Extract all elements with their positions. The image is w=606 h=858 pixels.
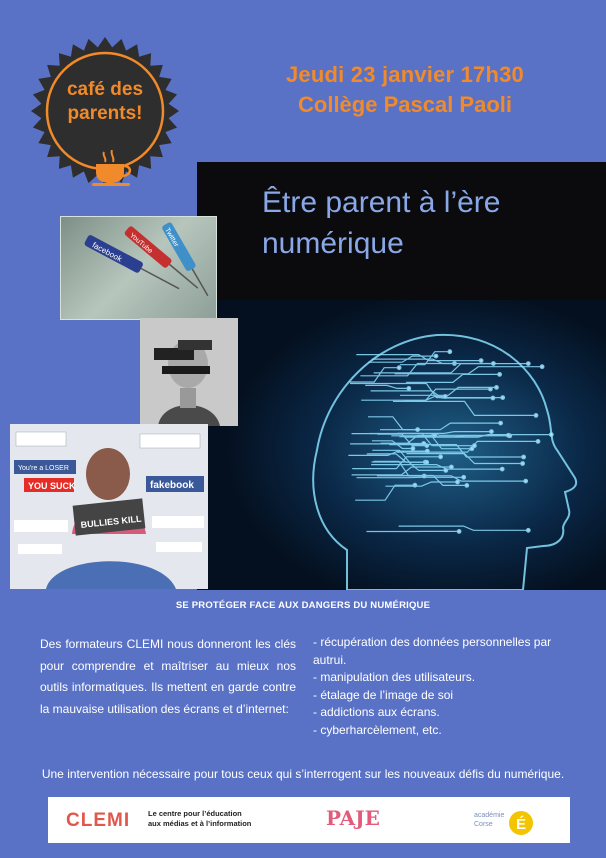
dangers-list bbox=[313, 634, 573, 740]
partner-logos bbox=[48, 797, 570, 843]
bullies-kill-text: BULLIES KILL bbox=[80, 513, 142, 530]
clemi-tagline-2: aux médias et à l’information bbox=[148, 819, 252, 828]
event-date: Jeudi 23 janvier 17h30 bbox=[286, 62, 524, 87]
section-description: Des formateurs CLEMI nous donneront les clés pour comprendre et maîtriser au mieux nos outils informatiques. Ils mettent en garde contre la mauvaise utilisation des écrans et d’internet: bbox=[40, 637, 296, 716]
event-place: Collège Pascal Paoli bbox=[298, 92, 512, 117]
clemi-tagline bbox=[148, 809, 318, 829]
footer-note: Une intervention nécessaire pour tous ceux qui s’interrogent sur les nouveaux défis du numérique. bbox=[41, 767, 565, 781]
section-heading: SE PROTÉGER FACE AUX DANGERS DU NUMÉRIQUE bbox=[175, 600, 431, 611]
page-title bbox=[262, 182, 602, 264]
clemi-letters: CLEMI bbox=[66, 810, 131, 831]
list-item: - addictions aux écrans. bbox=[313, 705, 440, 720]
cyberbullying-image bbox=[10, 424, 208, 589]
loser-text: You're a LOSER bbox=[18, 465, 69, 472]
syringes-icon bbox=[61, 217, 216, 319]
clemi-tagline-1: Le centre pour l’éducation bbox=[148, 809, 242, 818]
ai-head-illustration bbox=[197, 300, 606, 590]
list-item: - récupération des données personnelles par autrui. bbox=[313, 635, 552, 667]
list-item: - étalage de l’image de soi bbox=[313, 687, 454, 702]
paje-logo: PAJE bbox=[326, 806, 380, 830]
fakebook-text: fakebook bbox=[150, 480, 194, 491]
syringe-label-1: facebook bbox=[90, 240, 124, 264]
academie-line-1: académie bbox=[474, 812, 505, 819]
coffee-cup-icon bbox=[90, 150, 140, 188]
cyberbullying-illustration bbox=[10, 424, 208, 589]
clemi-logo bbox=[66, 810, 130, 832]
badge-text bbox=[30, 78, 180, 126]
badge-line-2: parents! bbox=[67, 103, 143, 124]
face-icon bbox=[140, 318, 238, 426]
academie-text bbox=[474, 811, 514, 829]
list-item: - cyberharcèlement, etc. bbox=[313, 722, 442, 737]
blurred-face-image bbox=[140, 318, 238, 426]
academie-line-2: Corse bbox=[474, 821, 493, 828]
list-item: - manipulation des utilisateurs. bbox=[313, 670, 476, 685]
academie-mark: É bbox=[516, 816, 527, 833]
syringes-image bbox=[60, 216, 217, 320]
syringe-label-3: YouTube bbox=[128, 232, 154, 256]
title-line-1: Être parent à l’ère bbox=[262, 186, 501, 219]
title-line-2: numérique bbox=[262, 227, 404, 260]
syringe-label-2: Twitter bbox=[163, 226, 180, 249]
you-suck-text: YOU SUCK bbox=[28, 481, 76, 491]
badge-line-1: café des bbox=[66, 79, 144, 100]
